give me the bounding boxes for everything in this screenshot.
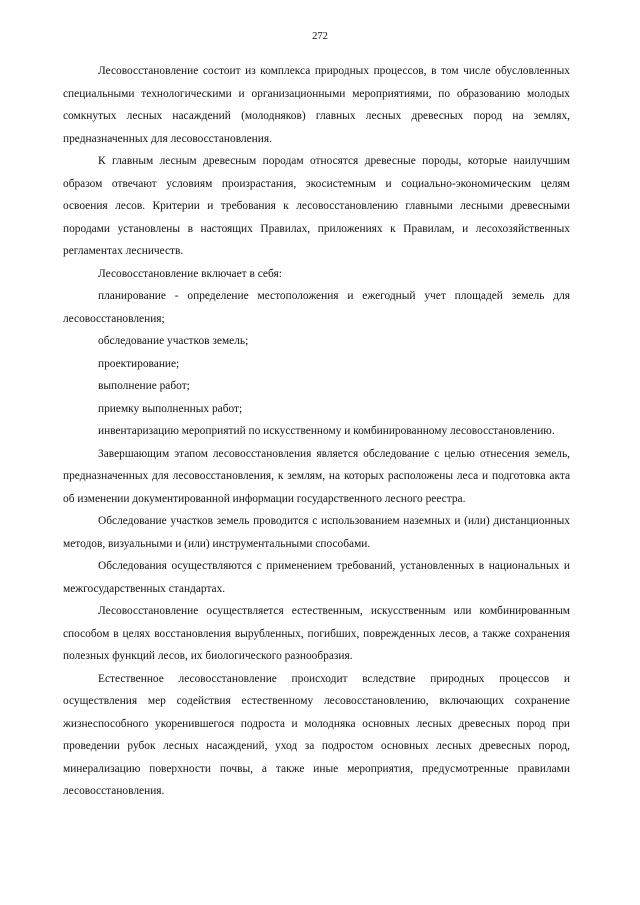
list-item-inventory: инвентаризацию мероприятий по искусственному и комбинированному лесовосстановлению. [98,425,555,437]
paragraph-standards: Обследования осуществляются с применением требований, установленных в национальных и межгосударственных стандартах. [63,560,570,595]
paragraph-reforestation-methods: Лесовосстановление осуществляется естественным, искусственным или комбинированным способом в целях восстановления вырубленных, погибших, поврежденных лесов, а также сохранения полезных функций лесов, их биологического разнообразия. [63,605,570,662]
list-item-land-survey: обследование участков земель; [98,335,249,347]
paragraph-natural-reforestation: Естественное лесовосстановление происходит вследствие природных процессов и осуществления мер содействия естественному лесовосстановлению, включающих сохранение жизнеспособного укоренившегося подроста и молодняка основных лесных древесных пород при проведении рубок лесных насаждений, уход за подростом основных лесных древесных пород, минерализацию поверхности почвы, а также иные мероприятия, предусмотренные правилами лесовосстановления. [63,672,570,797]
list-item-design: проектирование; [98,357,180,370]
paragraph-survey-methods: Обследование участков земель проводится с использованием наземных и (или) дистанционных методов, визуальными и (или) инструментальными способами. [63,515,570,550]
paragraph-reforestation-definition: Лесовосстановление состоит из комплекса природных процессов, в том числе обусловленных специальными технологическими и организационными мероприятиями, по образованию молодых сомкнутых лесных насаждений (молодняков) главных лесных древесных пород на землях, предназначенных для лесовосстановления. [63,65,570,145]
page-body [63,60,570,803]
page-number: 272 [312,31,328,42]
paragraph-main-tree-species: К главным лесным древесным породам относятся древесные породы, которые наилучшим образом отвечают условиям произрастания, экосистемным и социально-экономическим целям освоения лесов. Критерии и требования к лесовосстановлению главными лесными древесными породами установлены в настоящих Правилах, приложениях к Правилам, и лесохозяйственных регламентах лесничеств. [63,155,570,257]
list-item-planning: планирование - определение местоположения и ежегодный учет площадей земель для лесовосстановления; [63,290,570,325]
paragraph-reforestation-includes: Лесовосстановление включает в себя: [98,267,282,280]
list-item-execution: выполнение работ; [98,380,190,392]
list-item-acceptance: приемку выполненных работ; [98,402,243,415]
paragraph-final-stage: Завершающим этапом лесовосстановления является обследование с целью отнесения земель, предназначенных для лесовосстановления, к землям, на которых расположены леса и подготовка акта об изменении документированной информации государственного лесного реестра. [63,447,570,505]
